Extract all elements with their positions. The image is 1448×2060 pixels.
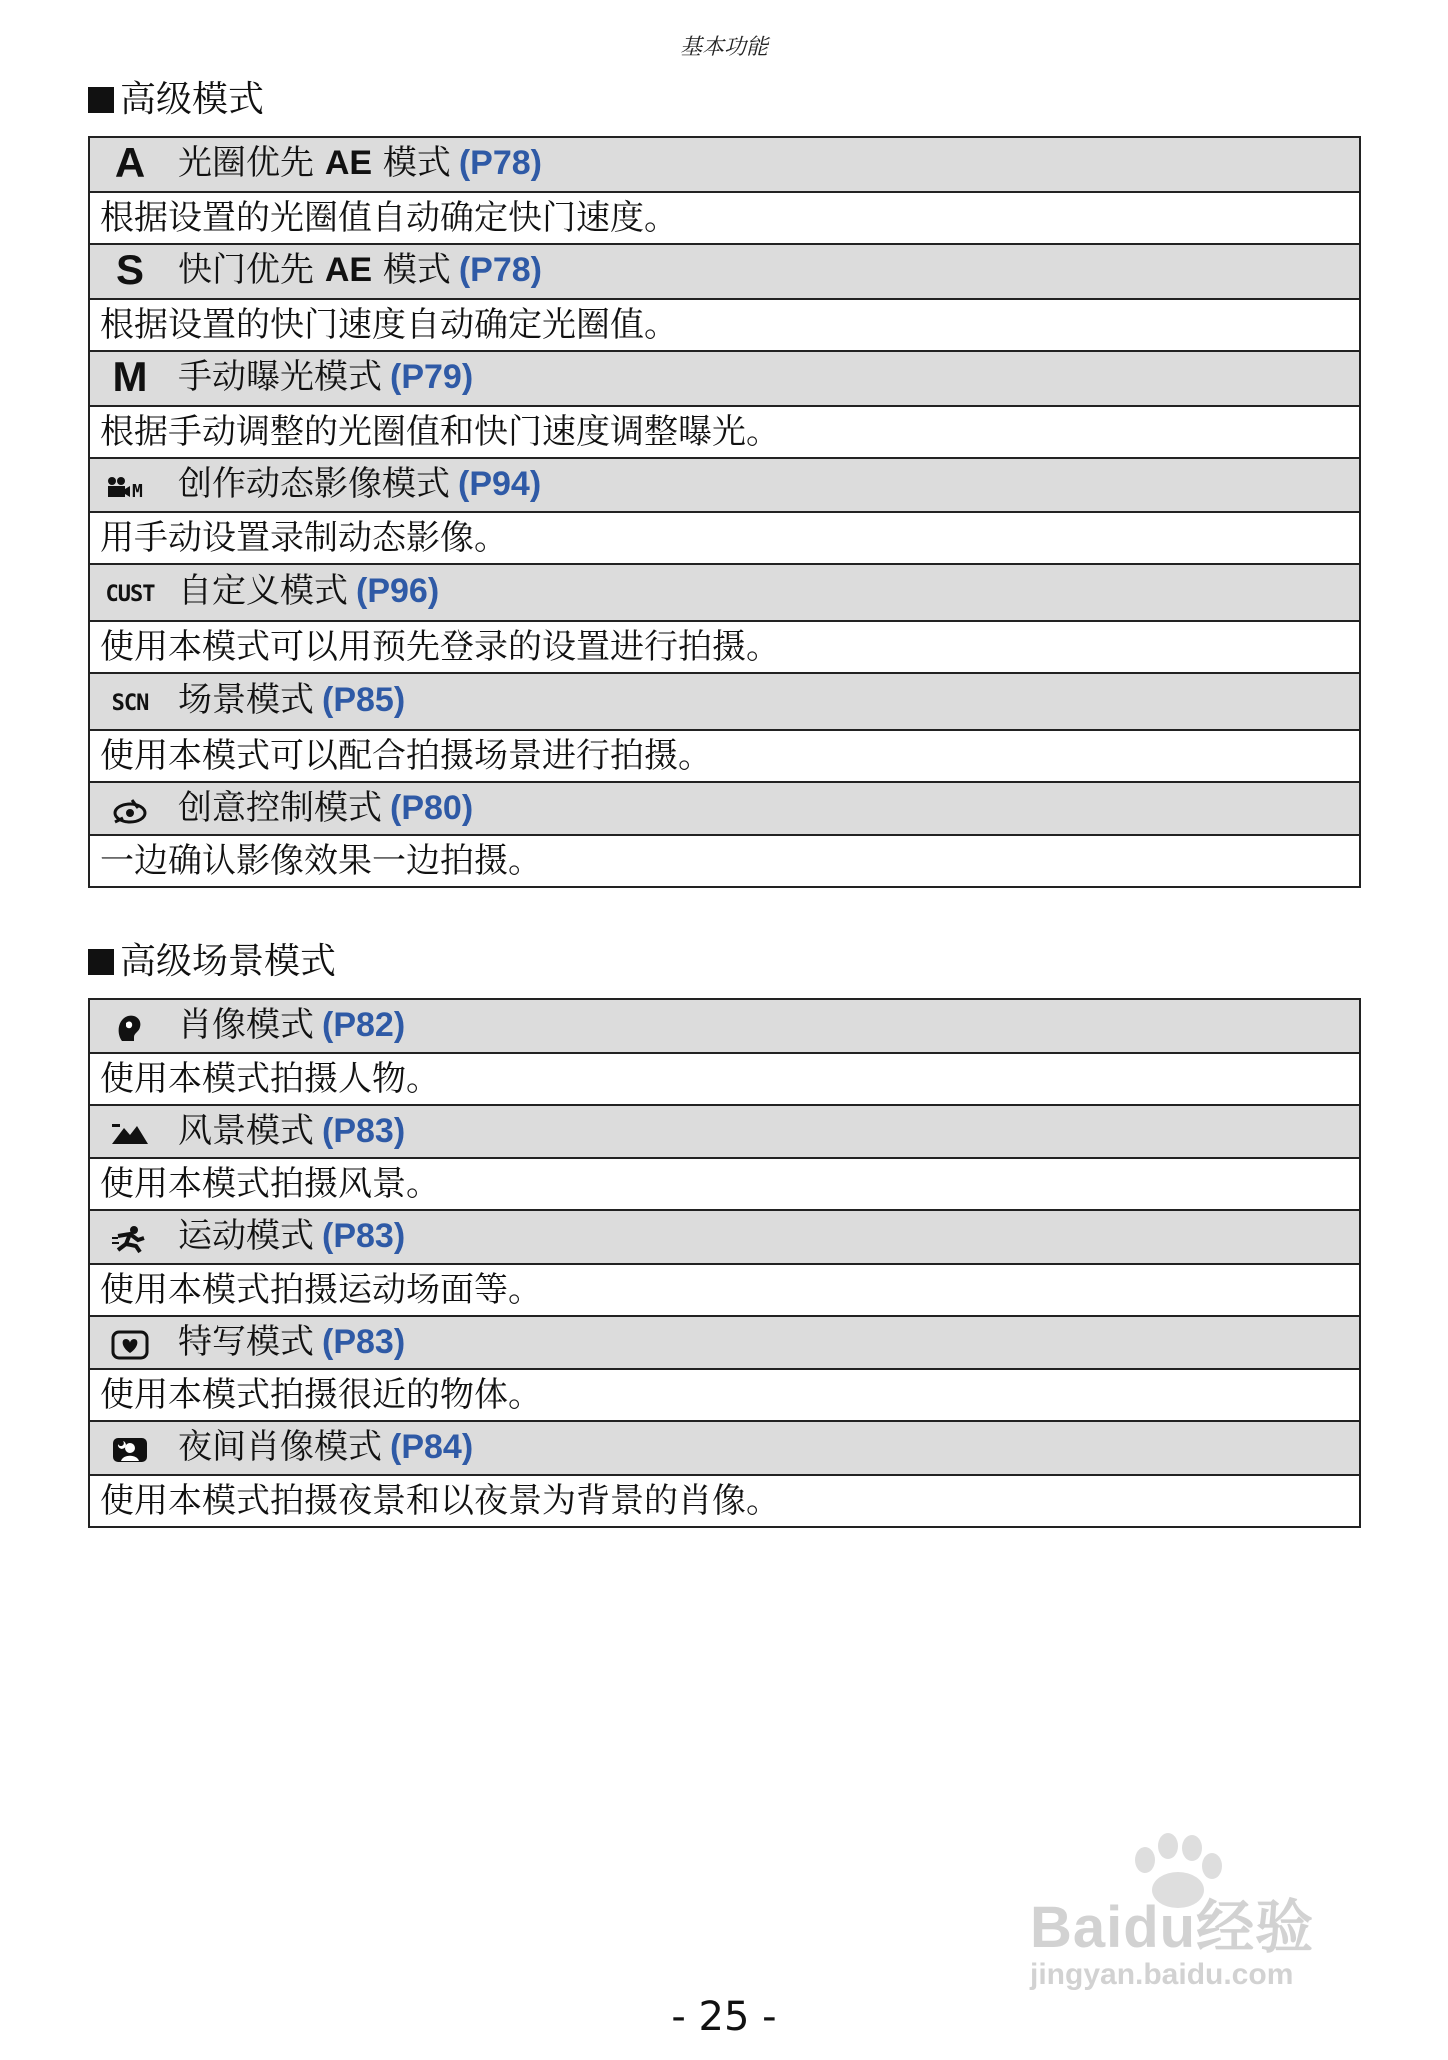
mode-header-row bbox=[89, 458, 1360, 512]
night-portrait-icon bbox=[100, 1424, 160, 1474]
mode-header-row bbox=[89, 1316, 1360, 1370]
section-heading-text: 高级场景模式 bbox=[120, 941, 337, 982]
baidu-watermark bbox=[1030, 1880, 1370, 2010]
portrait-icon bbox=[100, 1002, 160, 1052]
custom-mode-icon: CUST bbox=[105, 581, 155, 607]
creative-video-icon bbox=[100, 461, 160, 511]
page-reference-link[interactable]: (P96) bbox=[356, 571, 440, 610]
advanced-modes-table bbox=[88, 136, 1361, 888]
mode-description: 使用本模式可以用预先登录的设置进行拍摄。 bbox=[89, 621, 1360, 673]
page-reference-link[interactable]: (P78) bbox=[458, 144, 542, 182]
mode-header-row bbox=[89, 244, 1360, 299]
mode-description: 使用本模式拍摄人物。 bbox=[89, 1053, 1360, 1105]
page-reference-link[interactable]: (P80) bbox=[390, 788, 474, 827]
mode-description-row bbox=[89, 1053, 1360, 1105]
running-header: 基本功能 bbox=[679, 35, 768, 60]
mode-header-row bbox=[89, 564, 1360, 621]
mode-name: 手动曝光模式 bbox=[178, 357, 382, 397]
advanced-scene-modes-table bbox=[88, 998, 1361, 1528]
mode-header-row bbox=[89, 1421, 1360, 1475]
bullet-square-icon bbox=[88, 949, 114, 975]
mode-name: 风景模式 bbox=[178, 1110, 314, 1151]
mode-name: 夜间肖像模式 bbox=[178, 1427, 382, 1467]
mode-description: 使用本模式拍摄运动场面等。 bbox=[89, 1264, 1360, 1316]
bullet-square-icon bbox=[88, 87, 114, 113]
mode-description: 根据设置的快门速度自动确定光圈值。 bbox=[89, 299, 1360, 351]
page-reference-link[interactable]: (P83) bbox=[322, 1217, 406, 1255]
mode-header-row bbox=[89, 999, 1360, 1053]
mode-description: 使用本模式拍摄风景。 bbox=[89, 1158, 1360, 1210]
page-reference-link[interactable]: (P94) bbox=[458, 465, 542, 503]
page-reference-link[interactable]: (P83) bbox=[322, 1322, 406, 1361]
sports-icon bbox=[100, 1213, 160, 1263]
mode-description-row bbox=[89, 192, 1360, 244]
mode-name: 自定义模式 bbox=[178, 570, 348, 611]
watermark-logo-text: Baidu经验 bbox=[1030, 1895, 1315, 1960]
mode-description-row bbox=[89, 406, 1360, 458]
creative-control-icon bbox=[100, 784, 160, 834]
mode-description-row bbox=[89, 621, 1360, 673]
mode-name: 运动模式 bbox=[178, 1216, 314, 1256]
shutter-priority-icon: S bbox=[115, 246, 144, 293]
mode-description-row bbox=[89, 835, 1360, 887]
mode-header-row bbox=[89, 351, 1360, 406]
mode-description-row bbox=[89, 512, 1360, 564]
close-up-icon bbox=[100, 1318, 160, 1368]
page-reference-link[interactable]: (P79) bbox=[390, 358, 474, 396]
aperture-priority-icon: A bbox=[114, 139, 146, 186]
watermark-url: jingyan.baidu.com bbox=[1030, 1958, 1294, 1991]
section-heading-text: 高级模式 bbox=[120, 79, 265, 120]
mode-description-row bbox=[89, 1475, 1360, 1527]
mode-description-row bbox=[89, 1158, 1360, 1210]
mode-description: 根据设置的光圈值自动确定快门速度。 bbox=[89, 192, 1360, 244]
mode-header-row bbox=[89, 137, 1360, 192]
mode-description-row bbox=[89, 299, 1360, 351]
mode-name: 快门优先 AE 模式 bbox=[178, 250, 451, 290]
mode-header-row bbox=[89, 673, 1360, 730]
mode-name: 创作动态影像模式 bbox=[178, 464, 450, 504]
mode-name: 场景模式 bbox=[178, 679, 314, 720]
mode-description: 一边确认影像效果一边拍摄。 bbox=[89, 835, 1360, 887]
mode-description: 用手动设置录制动态影像。 bbox=[89, 512, 1360, 564]
section-heading-advanced-scene-modes bbox=[88, 938, 336, 986]
mode-header-row bbox=[89, 782, 1360, 836]
mode-header-row bbox=[89, 1210, 1360, 1264]
mode-description: 根据手动调整的光圈值和快门速度调整曝光。 bbox=[89, 406, 1360, 458]
movie-camera-icon bbox=[106, 472, 154, 502]
scene-mode-icon: SCN bbox=[111, 690, 149, 716]
svg-text:M: M bbox=[132, 481, 143, 502]
section-heading-advanced-modes bbox=[88, 76, 264, 124]
mode-header-row bbox=[89, 1105, 1360, 1159]
page-reference-link[interactable]: (P78) bbox=[458, 251, 542, 289]
scenery-icon bbox=[100, 1107, 160, 1157]
mode-description: 使用本模式拍摄很近的物体。 bbox=[89, 1369, 1360, 1421]
page-reference-link[interactable]: (P83) bbox=[322, 1111, 406, 1150]
mode-name: 创意控制模式 bbox=[178, 787, 382, 828]
mode-description-row bbox=[89, 730, 1360, 782]
manual-exposure-icon: M bbox=[112, 353, 148, 400]
mode-description-row bbox=[89, 1369, 1360, 1421]
mode-name: 肖像模式 bbox=[178, 1005, 314, 1045]
page-reference-link[interactable]: (P82) bbox=[322, 1006, 406, 1044]
mode-name: 特写模式 bbox=[178, 1321, 314, 1362]
page-reference-link[interactable]: (P84) bbox=[390, 1428, 474, 1466]
mode-description-row bbox=[89, 1264, 1360, 1316]
mode-description: 使用本模式拍摄夜景和以夜景为背景的肖像。 bbox=[89, 1475, 1360, 1527]
mode-description: 使用本模式可以配合拍摄场景进行拍摄。 bbox=[89, 730, 1360, 782]
page-reference-link[interactable]: (P85) bbox=[322, 680, 406, 719]
mode-name: 光圈优先 AE 模式 bbox=[178, 143, 451, 183]
page-number: - 25 - bbox=[671, 1994, 777, 2040]
